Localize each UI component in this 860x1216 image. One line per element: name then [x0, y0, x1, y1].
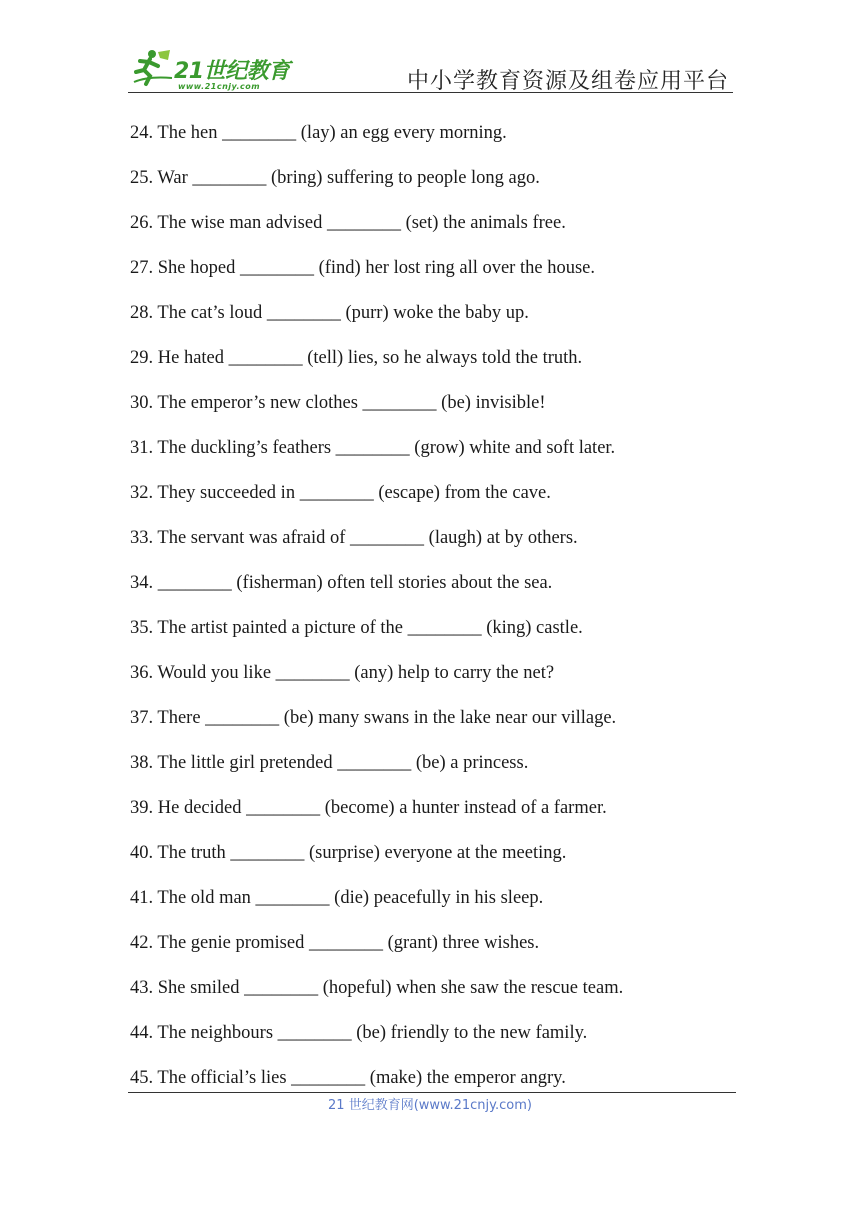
question-item: 43. She smiled ________ (hopeful) when she saw the rescue team.	[130, 978, 624, 998]
question-item: 24. The hen ________ (lay) an egg every morning.	[130, 123, 507, 143]
header-divider	[128, 92, 733, 93]
question-item: 42. The genie promised ________ (grant) three wishes.	[130, 933, 540, 953]
question-item: 44. The neighbours ________ (be) friendly to the new family.	[130, 1023, 588, 1043]
question-item: 36. Would you like ________ (any) help to carry the net?	[130, 663, 555, 683]
question-list	[130, 120, 730, 1110]
question-item: 41. The old man ________ (die) peacefully in his sleep.	[130, 888, 544, 908]
platform-title: 中小学教育资源及组卷应用平台	[406, 69, 729, 94]
question-item: 38. The little girl pretended ________ (be) a princess.	[130, 753, 529, 773]
question-item: 29. He hated ________ (tell) lies, so he always told the truth.	[130, 348, 583, 368]
question-item: 33. The servant was afraid of ________ (laugh) at by others.	[130, 528, 578, 548]
question-item: 32. They succeeded in ________ (escape) from the cave.	[130, 483, 551, 503]
footer-divider	[128, 1092, 736, 1093]
runner-logo-icon	[128, 48, 176, 88]
question-item: 45. The official’s lies ________ (make) the emperor angry.	[130, 1068, 566, 1088]
footer-link[interactable]: 21 世纪教育网(www.21cnjy.com)	[328, 1098, 532, 1113]
question-item: 31. The duckling’s feathers ________ (grow) white and soft later.	[130, 438, 616, 458]
question-item: 35. The artist painted a picture of the ________ (king) castle.	[130, 618, 583, 638]
question-item: 25. War ________ (bring) suffering to people long ago.	[130, 168, 540, 188]
question-item: 26. The wise man advised ________ (set) the animals free.	[130, 213, 566, 233]
logo-url: www.21cnjy.com	[178, 82, 261, 91]
question-item: 30. The emperor’s new clothes ________ (be) invisible!	[130, 393, 546, 413]
question-item: 39. He decided ________ (become) a hunter instead of a farmer.	[130, 798, 607, 818]
question-item: 27. She hoped ________ (find) her lost ring all over the house.	[130, 258, 595, 278]
page-header	[128, 44, 733, 94]
question-item: 37. There ________ (be) many swans in the lake near our village.	[130, 708, 617, 728]
question-item: 34. ________ (fisherman) often tell stories about the sea.	[130, 573, 553, 593]
question-item: 40. The truth ________ (surprise) everyone at the meeting.	[130, 843, 567, 863]
question-item: 28. The cat’s loud ________ (purr) woke the baby up.	[130, 303, 529, 323]
site-logo[interactable]	[128, 48, 298, 92]
logo-text: 21世纪教育	[174, 59, 290, 84]
